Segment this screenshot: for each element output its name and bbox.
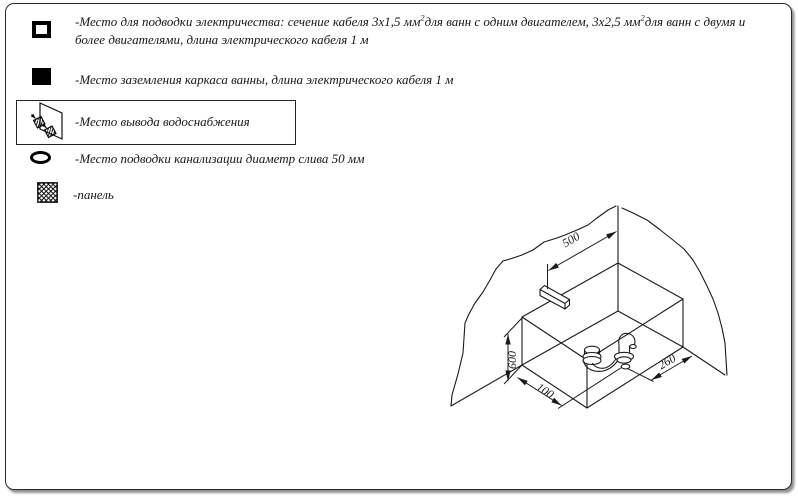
outline-square-icon xyxy=(32,21,51,38)
room-corner-outline xyxy=(451,206,727,406)
legend-electricity-line1 xyxy=(75,13,745,31)
legend-water-supply-text: -Место вывода водоснабжения xyxy=(75,114,250,129)
legend-grounding-text: -Место заземления каркаса ванны, длина электрического кабеля 1 м xyxy=(75,72,454,87)
installation-drawing xyxy=(440,193,792,453)
floor-left-edge xyxy=(451,365,522,406)
dim-260 xyxy=(628,351,693,382)
dim-500-label: 500 xyxy=(559,228,583,251)
filled-square-icon xyxy=(32,68,51,85)
dim-260-label: 260 xyxy=(655,350,679,373)
electricity-sup1: 2 xyxy=(420,12,425,23)
water-outlet-icon xyxy=(29,101,67,144)
sewage-floor-point xyxy=(621,364,630,369)
drain-siphon xyxy=(583,333,636,371)
electricity-text-part3: для ванн с двумя и xyxy=(644,14,746,29)
crosshatch-square-icon xyxy=(37,182,58,203)
water-supply-stub xyxy=(540,286,570,310)
floor-right-edge xyxy=(683,347,725,375)
electricity-text-part2: для ванн с одним двигателем, 3х2,5 мм xyxy=(424,14,641,29)
dim-600-label: 600 xyxy=(505,351,519,369)
electricity-text-part1: -Место для подводки электричества: сечение кабеля 3х1,5 мм xyxy=(75,14,421,29)
legend-sewage-text: -Место подводки канализации диаметр слива 50 мм xyxy=(75,151,365,166)
legend-panel-text: -панель xyxy=(73,187,114,202)
legend-electricity-line2: более двигателями, длина электрического кабеля 1 м xyxy=(75,31,369,47)
dim-100-label: 100 xyxy=(533,379,557,402)
legend-electricity-text xyxy=(75,13,745,48)
dim-100 xyxy=(518,368,622,409)
drain-ellipse-icon xyxy=(30,151,51,164)
electricity-sup2: 2 xyxy=(640,12,645,23)
